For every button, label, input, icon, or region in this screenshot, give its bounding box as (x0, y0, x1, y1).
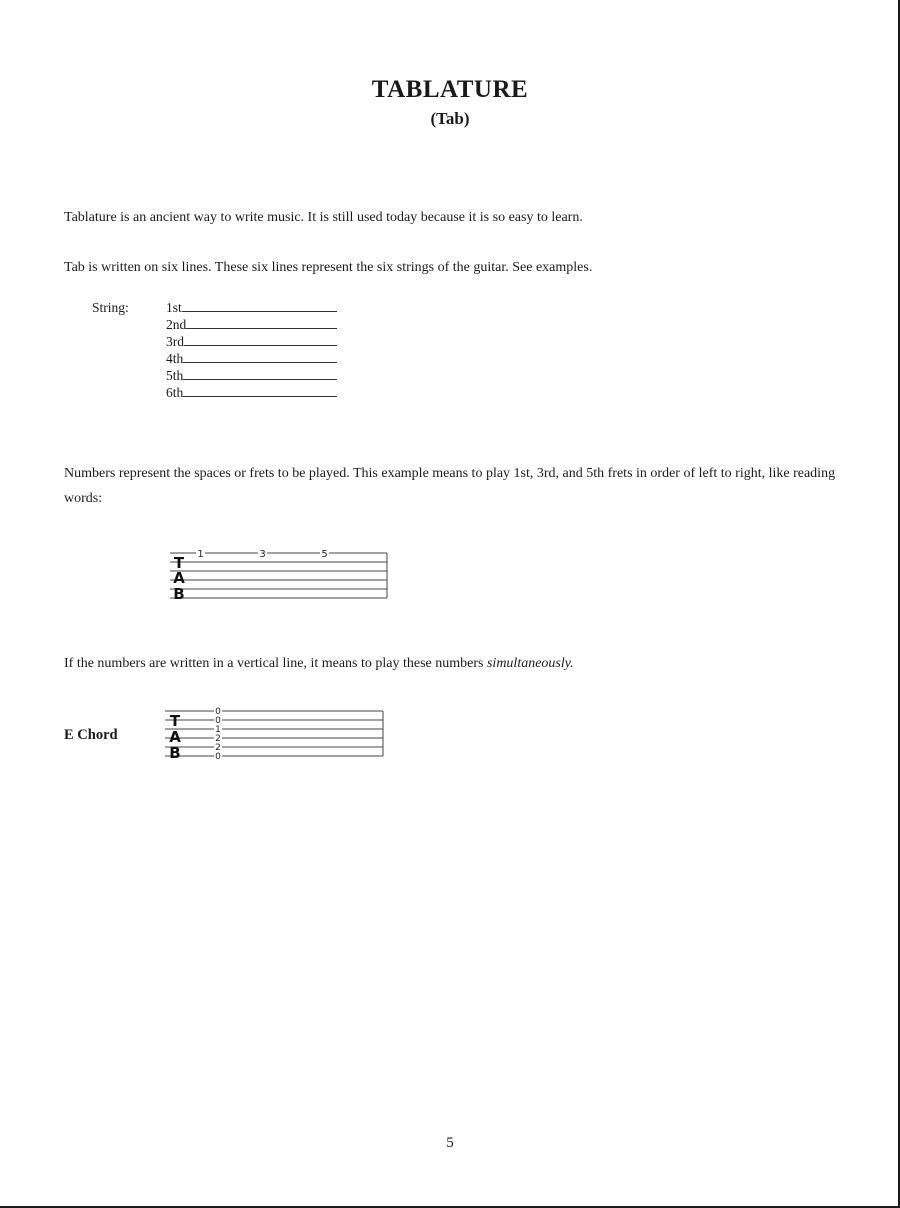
string-line (182, 310, 337, 312)
string-name: 6th (166, 385, 184, 400)
string-name: 3rd (166, 334, 184, 349)
chord-fret-number: 2 (215, 734, 221, 744)
string-line (183, 378, 337, 380)
string-row (166, 368, 337, 384)
chord-fret-number: 0 (215, 716, 221, 726)
vertical-emphasis: simultaneously. (486, 656, 574, 671)
tab-clef-letter: B (173, 585, 185, 603)
tab-clef-letter: T (173, 554, 185, 572)
tab-fret-number: 5 (321, 549, 328, 560)
tab-clef-letter: A (169, 728, 181, 746)
vertical-text: If the numbers are written in a vertical line, it means to play these numbers (64, 656, 487, 671)
string-name: 4th (166, 351, 184, 366)
string-name: 1st (166, 300, 182, 315)
tab-clef-letter: T (169, 712, 181, 730)
string-row (166, 317, 337, 333)
page-number: 5 (446, 1135, 454, 1151)
tab-fret-number: 3 (259, 549, 266, 560)
tab-clef-letter: B (169, 744, 181, 762)
string-row (166, 385, 337, 401)
chord-fret-number: 0 (215, 707, 221, 717)
string-row (166, 300, 337, 316)
page-subtitle: (Tab) (430, 109, 470, 128)
numbers-paragraph: Numbers represent the spaces or frets to be played. This example means to play 1st, 3rd, and 5th frets in order of left to right, like reading words: (64, 466, 836, 506)
string-label: String: (92, 300, 129, 315)
string-line (183, 361, 337, 363)
e-chord-tab-staff (163, 704, 387, 768)
string-name: 5th (166, 368, 184, 383)
intro-paragraph: Tablature is an ancient way to write music. It is still used today because it is so easy to learn. (64, 210, 583, 225)
string-line (183, 395, 337, 397)
tab-clef-letter: A (173, 569, 185, 587)
chord-fret-number: 1 (215, 725, 221, 735)
string-line (186, 327, 337, 329)
example-tab-staff (168, 545, 390, 607)
vertical-paragraph (64, 651, 574, 676)
string-line (184, 344, 337, 346)
string-row (166, 351, 337, 367)
string-row (166, 334, 337, 350)
page-title: TABLATURE (371, 76, 529, 103)
e-chord-label: E Chord (64, 727, 118, 743)
six-lines-paragraph: Tab is written on six lines. These six lines represent the six strings of the guitar. See examples. (64, 260, 593, 275)
chord-fret-number: 0 (215, 752, 221, 762)
chord-fret-number: 2 (215, 743, 221, 753)
tab-fret-number: 1 (197, 549, 204, 560)
string-name: 2nd (166, 317, 187, 332)
